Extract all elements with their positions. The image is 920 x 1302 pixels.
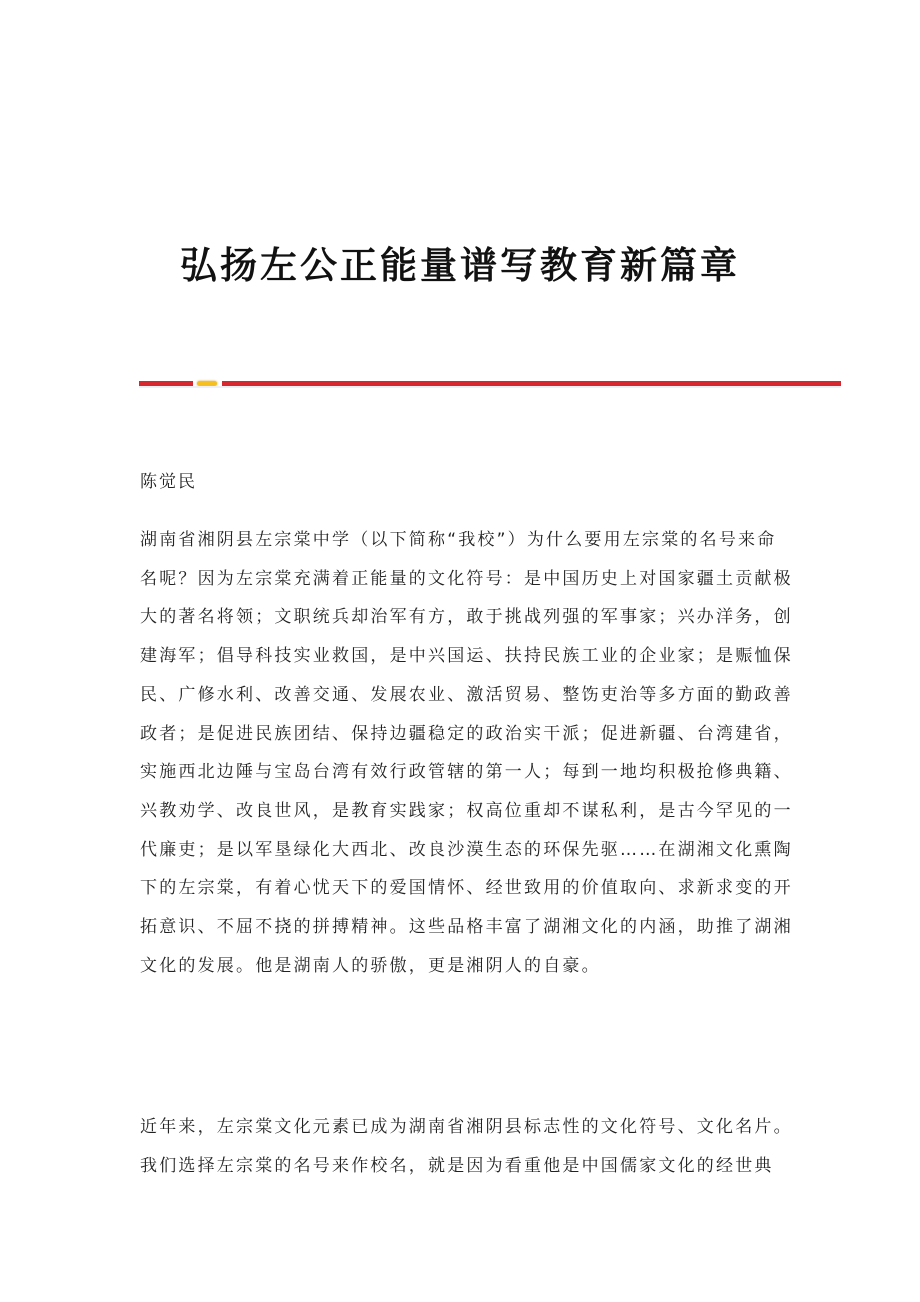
paragraph-line: 兴教劝学、改良世风，是教育实践家；权高位重却不谋私利，是古今罕见的一 [140, 800, 793, 821]
paragraph-line: 我们选择左宗棠的名号来作校名，就是因为看重他是中国儒家文化的经世典 [140, 1155, 774, 1176]
paragraph-line: 建海军；倡导科技实业救国，是中兴国运、扶持民族工业的企业家；是赈恤保 [140, 646, 793, 667]
paragraph-line: 名呢？因为左宗棠充满着正能量的文化符号：是中国历史上对国家疆土贡献极 [140, 568, 793, 589]
page-title: 弘扬左公正能量谱写教育新篇章 [180, 242, 740, 287]
paragraph-line: 政者；是促进民族团结、保持边疆稳定的政治实干派；促进新疆、台湾建省， [140, 723, 793, 744]
paragraph-line: 下的左宗棠，有着心忧天下的爱国情怀、经世致用的价值取向、求新求变的开 [140, 878, 793, 899]
author-name: 陈觉民 [140, 472, 197, 492]
body-paragraph [140, 521, 793, 985]
paragraph-line: 近年来，左宗棠文化元素已成为湖南省湘阴县标志性的文化符号、文化名片。 [140, 1117, 793, 1137]
paragraph-line: 文化的发展。他是湖南人的骄傲，更是湘阴人的自豪。 [140, 955, 601, 976]
body-paragraph [140, 1108, 793, 1185]
paragraph-line: 实施西北边陲与宝岛台湾有效行政管辖的第一人；每到一地均积极抢修典籍、 [140, 762, 793, 783]
divider-shadow [139, 386, 841, 388]
paragraph-line: 民、广修水利、改善交通、发展农业、激活贸易、整饬吏治等多方面的勤政善 [140, 684, 793, 705]
paragraph-line: 大的著名将领；文职统兵却治军有方，敢于挑战列强的军事家；兴办洋务，创 [140, 607, 793, 628]
paragraph-line: 湖南省湘阴县左宗棠中学（以下简称“我校”）为什么要用左宗棠的名号来命 [140, 530, 777, 550]
paragraph-line: 代廉吏；是以军垦绿化大西北、改良沙漠生态的环保先驱……在湖湘文化熏陶 [140, 839, 793, 860]
paragraph-line: 拓意识、不屈不挠的拼搏精神。这些品格丰富了湖湘文化的内涵，助推了湖湘 [140, 917, 793, 938]
title-divider [139, 381, 841, 389]
